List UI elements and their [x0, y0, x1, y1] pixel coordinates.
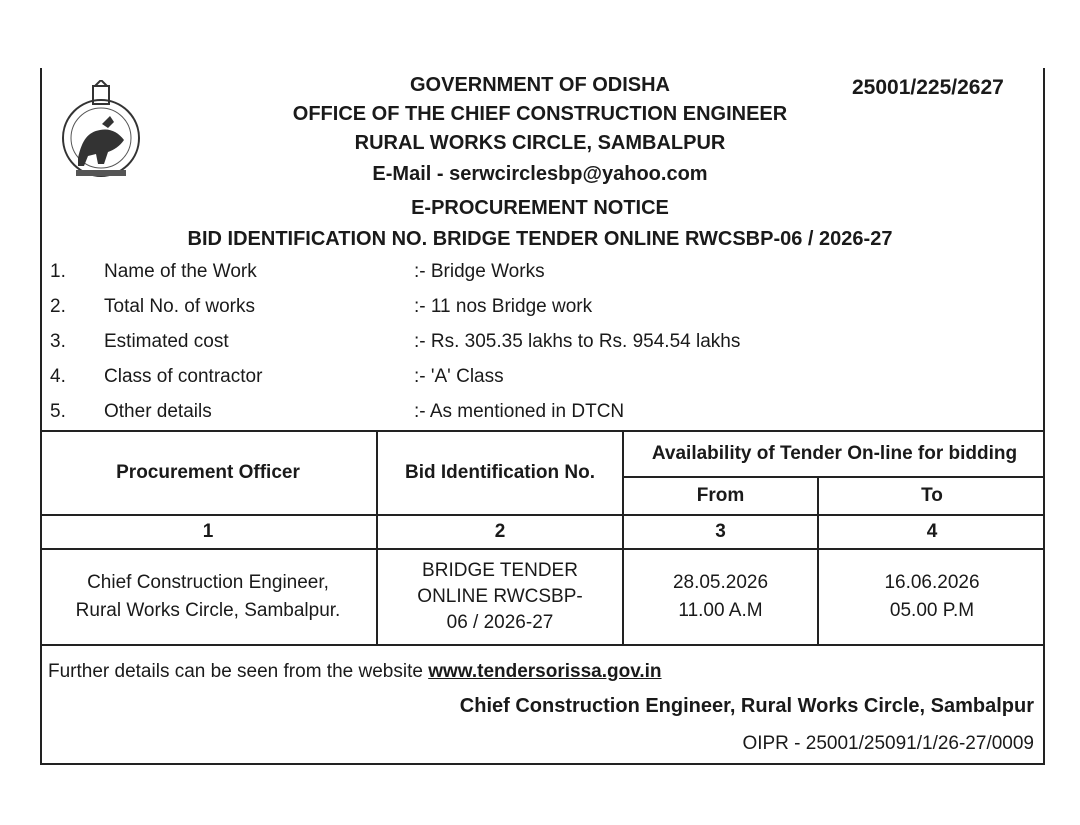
header-procurement-officer: Procurement Officer [40, 431, 377, 515]
bid-line: BRIDGE TENDER [422, 560, 578, 581]
bid-line: ONLINE RWCSBP- [417, 586, 583, 607]
column-number: 1 [40, 515, 377, 549]
to-time: 05.00 P.M [889, 600, 975, 621]
item-value: :- Rs. 305.35 lakhs to Rs. 954.54 lakhs [414, 331, 741, 352]
item-number: 2. [50, 296, 66, 317]
tender-table [40, 430, 1045, 646]
column-number: 2 [377, 515, 623, 549]
notice-title: E-PROCUREMENT NOTICE [411, 197, 669, 219]
item-value: :- Bridge Works [414, 261, 545, 282]
item-label: Total No. of works [104, 296, 255, 317]
column-number: 4 [818, 515, 1045, 549]
bid-line: 06 / 2026-27 [446, 612, 554, 633]
item-label: Name of the Work [104, 261, 257, 282]
circle-title: RURAL WORKS CIRCLE, SAMBALPUR [354, 132, 726, 154]
officer-cell [40, 549, 377, 645]
header-from: From [623, 477, 818, 515]
item-label: Estimated cost [104, 331, 229, 352]
email-line: E-Mail - serwcirclesbp@yahoo.com [372, 163, 708, 185]
govt-title: GOVERNMENT OF ODISHA [409, 74, 670, 96]
bid-cell [377, 549, 623, 645]
bid-identification-line: BID IDENTIFICATION NO. BRIDGE TENDER ONLINE RWCSBP-06 / 2026-27 [187, 228, 893, 250]
oipr-number: OIPR - 25001/25091/1/26-27/0009 [742, 733, 1034, 754]
to-date: 16.06.2026 [884, 572, 980, 593]
item-value: :- As mentioned in DTCN [414, 401, 625, 422]
website-link[interactable]: www.tendersorissa.gov.in [428, 661, 662, 682]
item-label: Class of contractor [104, 366, 263, 387]
item-number: 5. [50, 401, 66, 422]
item-number: 1. [50, 261, 66, 282]
from-time: 11.00 A.M [678, 600, 763, 621]
further-details [48, 660, 662, 684]
reference-number: 25001/225/2627 [852, 76, 1004, 99]
from-cell [623, 549, 818, 645]
officer-line: Chief Construction Engineer, [87, 572, 329, 593]
item-number: 4. [50, 366, 66, 387]
item-label: Other details [104, 401, 212, 422]
header-to: To [818, 477, 1045, 515]
from-date: 28.05.2026 [672, 572, 769, 593]
officer-line: Rural Works Circle, Sambalpur. [75, 600, 341, 621]
to-cell [818, 549, 1045, 645]
item-number: 3. [50, 331, 66, 352]
item-value: :- 11 nos Bridge work [414, 296, 593, 317]
signatory: Chief Construction Engineer, Rural Works Circle, Sambalpur [459, 695, 1034, 717]
further-details-text: Further details can be seen from the website [48, 661, 423, 682]
header-availability: Availability of Tender On-line for bidding [623, 431, 1045, 477]
header-bid-identification: Bid Identification No. [377, 431, 623, 515]
office-title: OFFICE OF THE CHIEF CONSTRUCTION ENGINEER [292, 103, 788, 125]
column-number: 3 [623, 515, 818, 549]
item-value: :- 'A' Class [414, 366, 504, 387]
